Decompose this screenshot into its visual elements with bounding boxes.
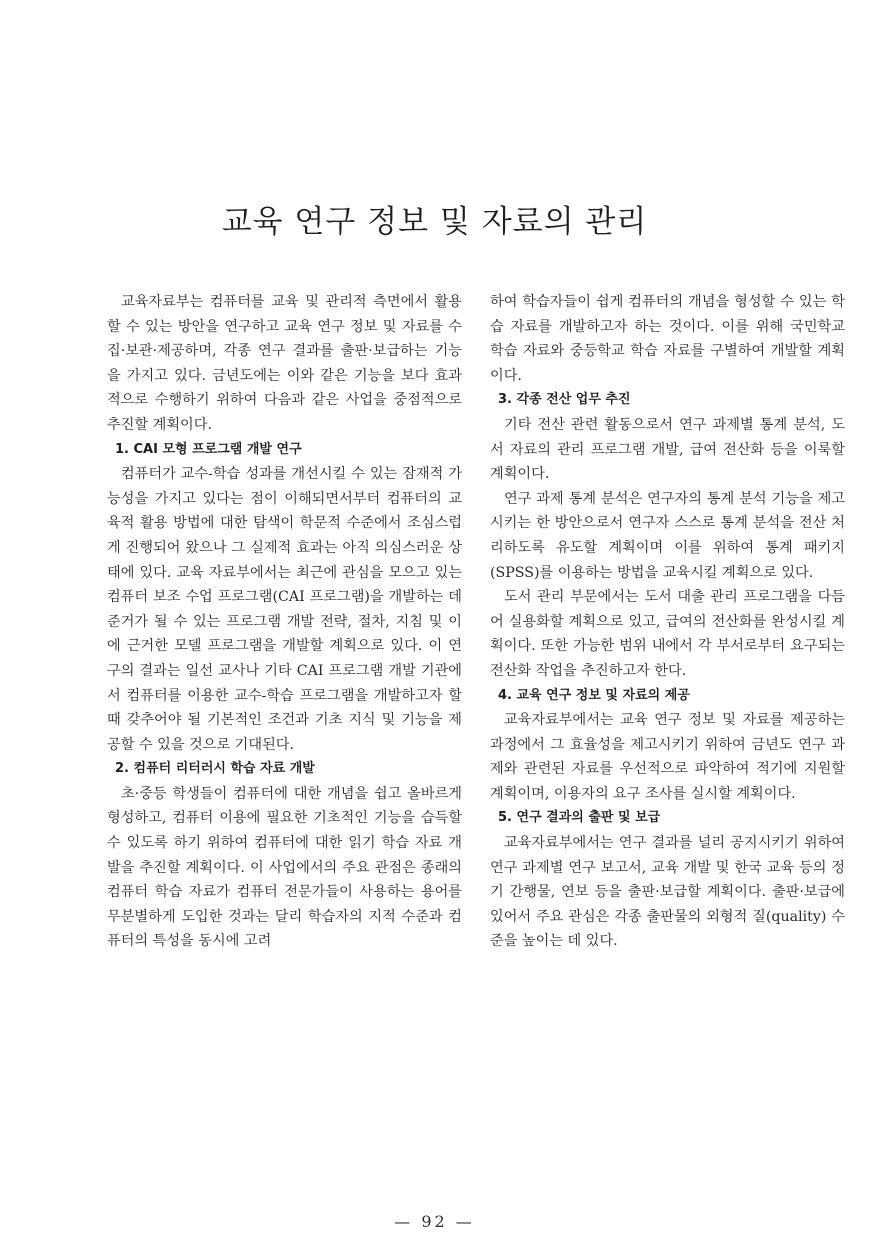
section-heading-literacy: 2. 컴퓨터 리터러시 학습 자료 개발 <box>115 761 315 777</box>
section-body-computing-1: 기타 전산 관련 활동으로서 연구 과제별 통계 분석, 도서 자료의 관리 프로그램 개발, 급여 전산화 등을 이룩할 계획이다. <box>490 416 845 483</box>
section-body-publication: 교육자료부에서는 연구 결과를 널리 공지시키기 위하여 연구 과제별 연구 보고서, 교육 개발 및 한국 교육 등의 정기 간행물, 연보 등을 출판·보급할 계획이다. 출판·보급에 있어서 주요 관심은 각종 출판물의 외형적 질(quality) 수준을 높이는 데 있다. <box>490 835 845 950</box>
right-column <box>490 290 845 954</box>
page-title: 교육 연구 정보 및 자료의 관리 <box>221 204 648 240</box>
page-number: — 92 — <box>394 1212 475 1231</box>
section-heading-computing: 3. 각종 전산 업무 추진 <box>498 392 631 408</box>
section-body-literacy: 초·중등 학생들이 컴퓨터에 대한 개념을 쉽고 올바르게 형성하고, 컴퓨터 이용에 필요한 기초적인 기능을 습득할 수 있도록 하기 위하여 컴퓨터에 대한 읽기 학습 자료 개발을 추진할 계획이다. 이 사업에서의 주요 관점은 종래의 컴퓨터 학습 자료가 컴퓨터 전문가들이 사용하는 용어를 무분별하게 도입한 것과는 달리 학습자의 지적 수준과 컴퓨터의 특성을 동시에 고려 <box>107 785 462 950</box>
section-body-information: 교육자료부에서는 교육 연구 정보 및 자료를 제공하는 과정에서 그 효율성을 제고시키기 위하여 금년도 연구 과제와 관련된 자료를 우선적으로 파악하여 적기에 지원할 계획이며, 이용자의 요구 조사를 실시할 계획이다. <box>490 712 845 802</box>
section-body-computing-3: 도서 관리 부문에서는 도서 대출 관리 프로그램을 다듬어 실용화할 계획으로 있고, 급여의 전산화를 완성시킬 계획이다. 또한 가능한 범위 내에서 각 부서로부터 요구되는 전산화 작업을 추진하고자 한다. <box>490 589 845 679</box>
section-body-computing-2: 연구 과제 통계 분석은 연구자의 통계 분석 기능을 제고시키는 한 방안으로서 연구자 스스로 통계 분석을 전산 처리하도록 유도할 계획이며 이를 위하여 통계 패키지(SPSS)를 이용하는 방법을 교육시킬 계획으로 있다. <box>490 490 845 581</box>
section-heading-information: 4. 교육 연구 정보 및 자료의 제공 <box>498 687 690 703</box>
section-heading-cai: 1. CAI 모형 프로그램 개발 연구 <box>115 441 302 457</box>
left-column <box>107 290 462 954</box>
section-heading-publication: 5. 연구 결과의 출판 및 보급 <box>498 810 661 826</box>
section-body-literacy-cont: 하여 학습자들이 쉽게 컴퓨터의 개념을 형성할 수 있는 학습 자료를 개발하고자 하는 것이다. 이를 위해 국민학교 학습 자료와 중등학교 학습 자료를 구별하여 개발할 계획이다. <box>490 294 845 384</box>
section-body-cai: 컴퓨터가 교수-학습 성과를 개선시킬 수 있는 잠재적 가능성을 가지고 있다는 점이 이해되면서부터 컴퓨터의 교육적 활용 방법에 대한 탐색이 학문적 수준에서 조심스럽게 진행되어 왔으나 그 실제적 효과는 아직 의심스러운 상태에 있다. 교육 자료부에서는 최근에 관심을 모으고 있는 컴퓨터 보조 수업 프로그램(CAI 프로그램)을 개발하는 데 준거가 될 수 있는 프로그램 개발 전략, 절차, 지침 및 이에 근거한 모델 프로그램을 개발할 계획으로 있다. 이 연구의 결과는 일선 교사나 기타 CAI 프로그램 개발 기관에서 컴퓨터를 이용한 교수-학습 프로그램을 개발하고자 할 때 갖추어야 될 기본적인 조건과 기초 지식 및 기능을 제공할 수 있을 것으로 기대된다. <box>107 466 462 753</box>
intro-paragraph: 교육자료부는 컴퓨터를 교육 및 관리적 측면에서 활용할 수 있는 방안을 연구하고 교육 연구 정보 및 자료를 수집·보관·제공하며, 각종 연구 결과를 출판·보급하는 기능을 가지고 있다. 금년도에는 이와 같은 기능을 보다 효과적으로 수행하기 위하여 다음과 같은 사업을 중점적으로 추진할 계획이다. <box>107 294 462 433</box>
